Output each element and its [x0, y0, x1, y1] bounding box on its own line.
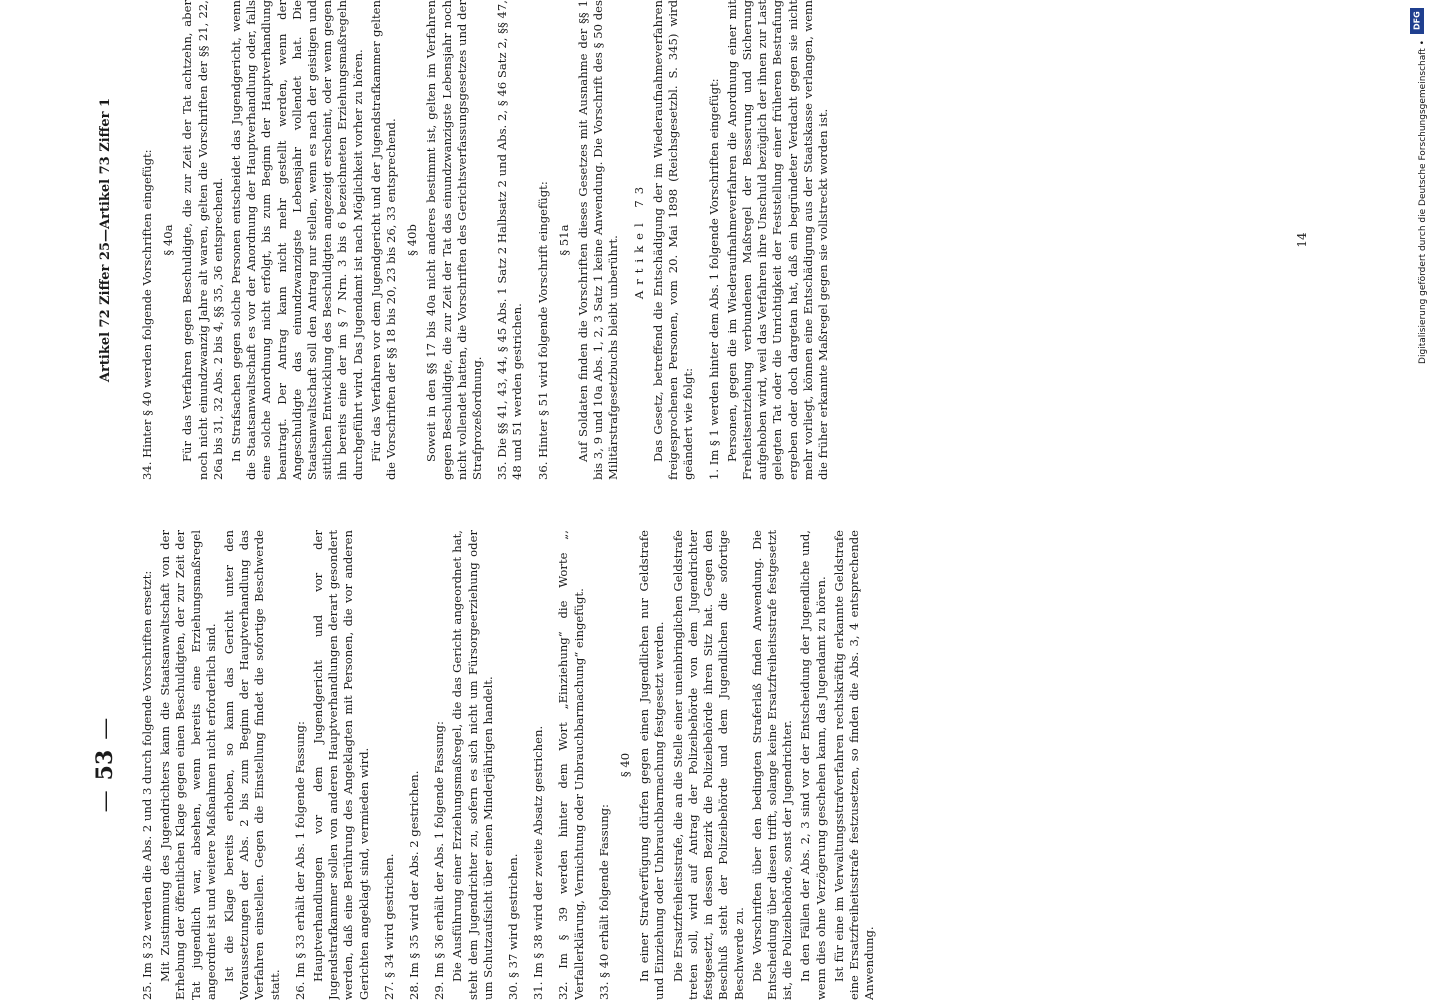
digitization-credit: Digitalisierung gefördert durch die Deutsche Forschungsgemeinschaft • [1418, 40, 1428, 364]
item-33-intro: 33. § 40 erhält folgende Fassung: [596, 804, 611, 1000]
rotated-page [80, 0, 1370, 1000]
item-34-paragraph: In Strafsachen gegen solche Personen entscheidet das Jugendgericht, wenn die Staatsanwaltschaft es vor der Anordnung der Hauptverhandlung oder, falls eine solche Anordnung nicht erfolgt, bis zum Beginn der Hauptverhandlung beantragt. Der Antrag kann nicht mehr gestellt werden, wenn der Angeschuldigte das einundzwanzigste Lebensjahr vollendet hat. Die Staatsanwaltschaft soll den Antrag nur stellen, wenn es nach der geistigen und sittlichen Entwicklung des Beschuldigten angezeigt erscheint, oder wenn gegen ihn bereits eine der im § 7 Nrn. 3 bis 6 bezeichneten Erziehungsmaßregeln durchgeführt wird. Das Jugendamt ist nach Möglichkeit vorher zu hören. [229, 0, 365, 480]
item-29-intro: 29. Im § 36 erhält der Abs. 1 folgende Fassung: [432, 721, 447, 1000]
item-34-paragraph: Für das Verfahren vor dem Jugendgericht und der Jugendstrafkammer gelten die Vorschriften der §§ 18 bis 20, 23 bis 26, 33 entsprechend. [368, 0, 399, 480]
article-intro: Das Gesetz, betreffend die Entschädigung der im Wiederaufnahmeverfahren freigesprochenen Personen, vom 20. Mai 1898 (Reichsgesetzbl. S. 345) wird geändert wie folgt: [650, 0, 696, 480]
item-30: 30. § 37 wird gestrichen. [506, 853, 521, 1000]
item-28: 28. Im § 35 wird der Abs. 2 gestrichen. [407, 770, 422, 1000]
item-27: 27. § 34 wird gestrichen. [381, 853, 396, 1000]
item-25-paragraph: Ist die Klage bereits erhoben, so kann das Gericht unter den Voraussetzungen der Abs. 2 bis zum Beginn der Hauptverhandlung das Verfahren einstellen. Gegen die Einstellung findet die sofortige Beschwerde statt. [222, 530, 282, 1000]
item-34-paragraph: Soweit in den §§ 17 bis 40a nicht anderes bestimmt ist, gelten im Verfahren gegen Beschuldigte, die zur Zeit der Tat das einundzwanzigste Lebensjahr noch nicht vollendet hatten, die Vorschriften des Gerichtsverfassungsgesetzes und der Strafprozeßordnung. [424, 0, 485, 480]
item-29-paragraph: Die Ausführung einer Erziehungsmaßregel, die das Gericht angeordnet hat, steht dem Jugendrichter zu, sofern es sich nicht um Fürsorgeerziehung oder um Schutzaufsicht über einen Minderjährigen handelt. [450, 530, 495, 1000]
item-26-intro: 26. Im § 33 erhält der Abs. 1 folgende Fassung: [292, 721, 307, 1000]
section-heading: § 40b [405, 224, 420, 256]
section-heading: § 40 [618, 752, 633, 778]
item-35: 35. Die §§ 41, 43, 44, § 45 Abs. 1 Satz 2 Halbsatz 2 und Abs. 2, § 46 Satz 2, §§ 47, 48 und 51 werden gestrichen. [495, 0, 525, 480]
item-34-intro: 34. Hinter § 40 werden folgende Vorschriften eingefügt: [140, 149, 154, 480]
item-36-intro: 36. Hinter § 51 wird folgende Vorschrift eingefügt: [535, 181, 550, 480]
item-25-paragraph: Mit Zustimmung des Jugendrichters kann die Staatsanwaltschaft von der Erhebung der öffentlichen Klage gegen einen Beschuldigten, der zur Zeit der Tat jugendlich war, absehen, wenn bereits eine Erziehungsmaßregel angeordnet ist und weitere Maßnahmen nicht erforderlich sind. [158, 530, 218, 1000]
article-item-1-intro: 1. Im § 1 werden hinter dem Abs. 1 folgende Vorschriften eingefügt: [706, 78, 721, 480]
item-31: 31. Im § 38 wird der zweite Absatz gestrichen. [531, 725, 546, 1000]
section-heading: § 40a [161, 224, 176, 256]
page-header: —53— Artikel 72 Ziffer 25—Artikel 73 Ziffer 1 [92, 0, 126, 1000]
right-column [140, 0, 834, 480]
item-34-paragraph: Für das Verfahren gegen Beschuldigte, die zur Zeit der Tat achtzehn, aber noch nicht einundzwanzig Jahre alt waren, gelten die Vorschriften der §§ 21, 22, 26a bis 31, 32 Abs. 2 bis 4, §§ 35, 36 entsprechend. [180, 0, 225, 480]
left-column [140, 530, 880, 1000]
dfg-logo: DFG [1410, 8, 1424, 34]
folio-number: 14 [1295, 232, 1309, 248]
digitization-sidebar [1404, 0, 1434, 1000]
article-heading: Artikel 73 [631, 180, 646, 300]
item-33-paragraph: Die Vorschriften über den bedingten Straferlaß finden Anwendung. Die Entscheidung über diesen trifft, solange keine Ersatzfreiheitsstrafe festgesetzt ist, die Polizeibehörde, sonst der Jugendrichter. [749, 530, 795, 1000]
item-33-paragraph: In den Fällen der Abs. 2, 3 sind vor der Entscheidung der Jugendliche und, wenn dies ohne Verzögerung geschehen kann, das Jugendamt zu hören. [798, 530, 828, 1000]
running-title: Artikel 72 Ziffer 25—Artikel 73 Ziffer 1 [98, 97, 113, 383]
page-number: 53 [92, 749, 118, 781]
item-26-paragraph: Hauptverhandlungen vor dem Jugendgericht und vor der Jugendstrafkammer sollen von anderen Hauptverhandlungen derart gesondert werden, daß eine Berührung des Angeklagten mit Personen, die vor anderen Gerichten angeklagt sind, vermieden wird. [311, 530, 371, 1000]
item-25-intro: 25. Im § 32 werden die Abs. 2 und 3 durch folgende Vorschriften ersetzt: [140, 570, 154, 1000]
item-36-paragraph: Auf Soldaten finden die Vorschriften dieses Gesetzes mit Ausnahme der §§ 1 bis 3, 9 und 10a Abs. 1, 2, 3 Satz 1 keine Anwendung. Die Vorschrift des § 50 des Militärstrafgesetzbuchs bleibt unberührt. [576, 0, 621, 480]
article-item-1-paragraph: Personen, gegen die im Wiederaufnahmeverfahren die Anordnung einer mit Freiheitsentziehung verbundenen Maßregel der Besserung und Sicherung aufgehoben wird, weil das Verfahren ihre Unschuld bezüglich der ihnen zur Last gelegten Tat oder die Unrichtigkeit der Feststellung einer früheren Bestrafung ergeben oder doch dargetan hat, daß ein begründeter Verdacht gegen sie nicht mehr vorliegt, können eine Entschädigung aus der Staatskasse verlangen, wenn die früher erkannte Maßregel gegen sie vollstreckt worden ist. [724, 0, 830, 480]
item-33-paragraph: Ist für eine im Verwaltungsstrafverfahren rechtskräftig erkannte Geldstrafe eine Ersatzfreiheitsstrafe festzusetzen, so finden die Abs. 3, 4 entsprechende Anwendung. [831, 530, 877, 1000]
section-heading: § 51a [556, 224, 571, 256]
item-33-paragraph: Die Ersatzfreiheitsstrafe, die an die Stelle einer uneinbringlichen Geldstrafe treten soll, wird auf Antrag der Polizeibehörde von dem Jugendrichter festgesetzt, in dessen Bezirk die Polizeibehörde ihren Sitz hat. Gegen den Beschluß steht der Polizeibehörde und dem Jugendlichen die sofortige Beschwerde zu. [670, 530, 746, 1000]
item-33-paragraph: In einer Strafverfügung dürfen gegen einen Jugendlichen nur Geldstrafe und Einziehung oder Unbrauchbarmachung festgesetzt werden. [637, 530, 667, 1000]
item-32: 32. Im § 39 werden hinter dem Wort „Einziehung“ die Worte „, Verfallerklärung, Vernichtung oder Unbrauchbarmachung“ eingefügt. [556, 530, 586, 1000]
